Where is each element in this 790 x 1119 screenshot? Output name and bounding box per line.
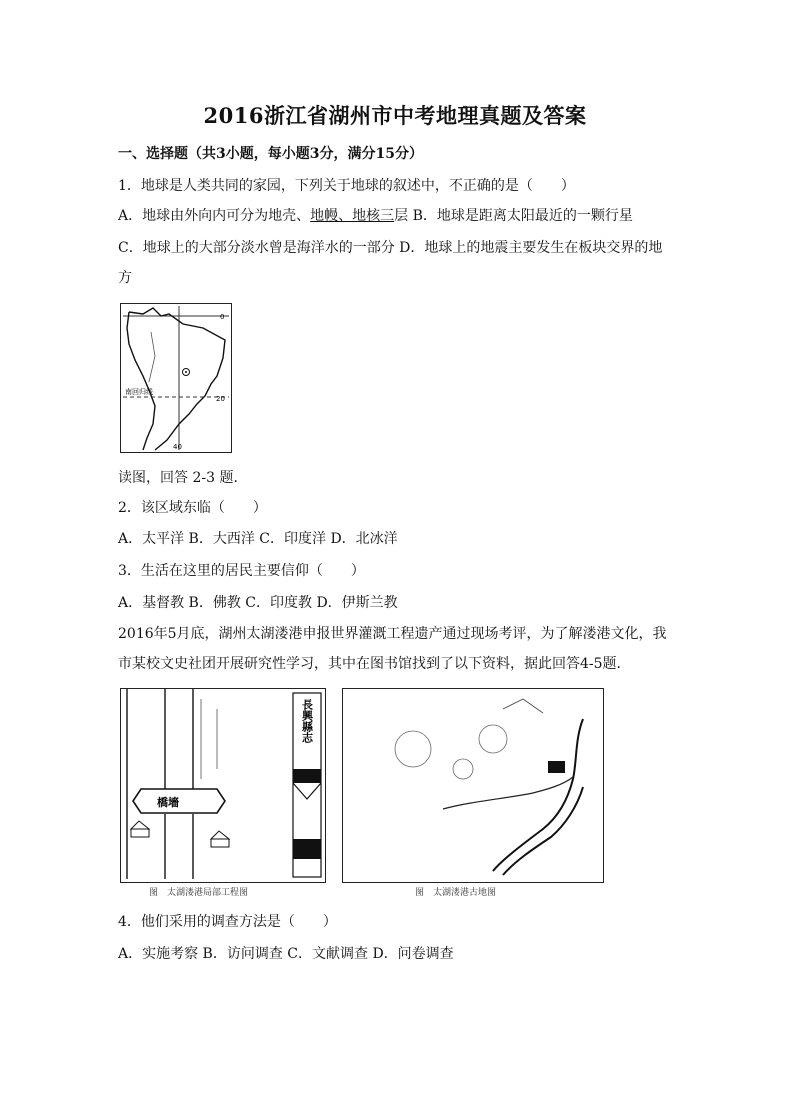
book-seal [293,839,321,859]
south-america-map [120,303,232,453]
question-3-stem: 3．生活在这里的居民主要信仰（ ） [118,563,365,579]
book-title: 長興縣志 [300,699,314,743]
option-c: C．地球上的大部分淡水曾是海洋水的一部分 [118,240,395,256]
option-a-prefix: A．地球由外向内可分为地壳、 [118,208,311,224]
bridge-label: 橋墻 [157,796,179,809]
option-b: B．地球是距离太阳最近的一颗行星 [412,208,633,224]
right-figure-caption: 图 太湖溇港古地图 [415,888,497,898]
left-figure-caption: 图 太湖溇港局部工程图 [149,888,249,898]
question-4-stem: 4．他们采用的调查方法是（ ） [118,914,337,930]
lougang-ancient-map-figure [342,688,604,898]
text-column-marks [201,699,217,779]
town-block [548,761,565,773]
lakeshore-path [443,777,573,809]
passage-line-2: 市某校文史社团开展研究性学习，其中在图书馆找到了以下资料，据此回答4-5题． [118,656,631,672]
question-2-stem: 2．该区域东临（ ） [118,500,267,516]
island-outline-c [479,725,507,753]
coastline-path [127,308,225,450]
house-icon-right [211,831,229,847]
question-1-stem: 1．地球是人类共同的家园，下列关于地球的叙述中，不正确的是（ ） [118,178,575,194]
question-1-options-ab [118,206,633,226]
lougang-engineering-figure [120,688,326,898]
river-marks [503,699,543,713]
page-title: 2016浙江省湖州市中考地理真题及答案 [203,103,587,128]
engineering-drawing [121,689,325,882]
option-d: D．地球上的地震主要发生在板块交界的地 [399,240,663,256]
option-a-underlined: 地幔、地核三 [310,208,395,224]
question-4-options: A．实施考察 B．访问调查 C．文献调查 D．问卷调查 [118,946,454,962]
channel-walls [127,689,193,879]
island-outline-a [395,731,431,767]
capital-marker-dot [185,371,187,373]
passage-line-1: 2016年5月底，湖州太湖溇港申报世界灌溉工程遗产通过现场考评，为了解溇港文化，我 [118,626,667,642]
option-d-continued: 方 [118,270,132,286]
label-twenty: 20 [216,395,225,403]
map-drawing [121,304,231,452]
question-1-options-cd [118,238,662,258]
book-band [293,769,321,783]
bridge-shape [133,789,225,813]
label-zero: 0 [220,313,225,321]
river-path [149,332,155,382]
island-outline-b [453,759,473,779]
option-a-suffix: 层 [394,208,409,224]
house-icon-left [131,821,149,837]
ancient-map-drawing [343,689,603,882]
question-2-options: A．太平洋 B．大西洋 C．印度洋 D．北冰洋 [118,531,398,547]
read-prompt: 读图，回答 2-3 题． [118,470,248,486]
question-3-options: A．基督教 B．佛教 C．印度教 D．伊斯兰教 [118,595,398,611]
label-forty: 40 [173,443,182,451]
section-heading: 一、选择题（共3小题，每小题3分，满分15分） [118,146,423,162]
label-tropic: 南回归线 [125,388,153,396]
